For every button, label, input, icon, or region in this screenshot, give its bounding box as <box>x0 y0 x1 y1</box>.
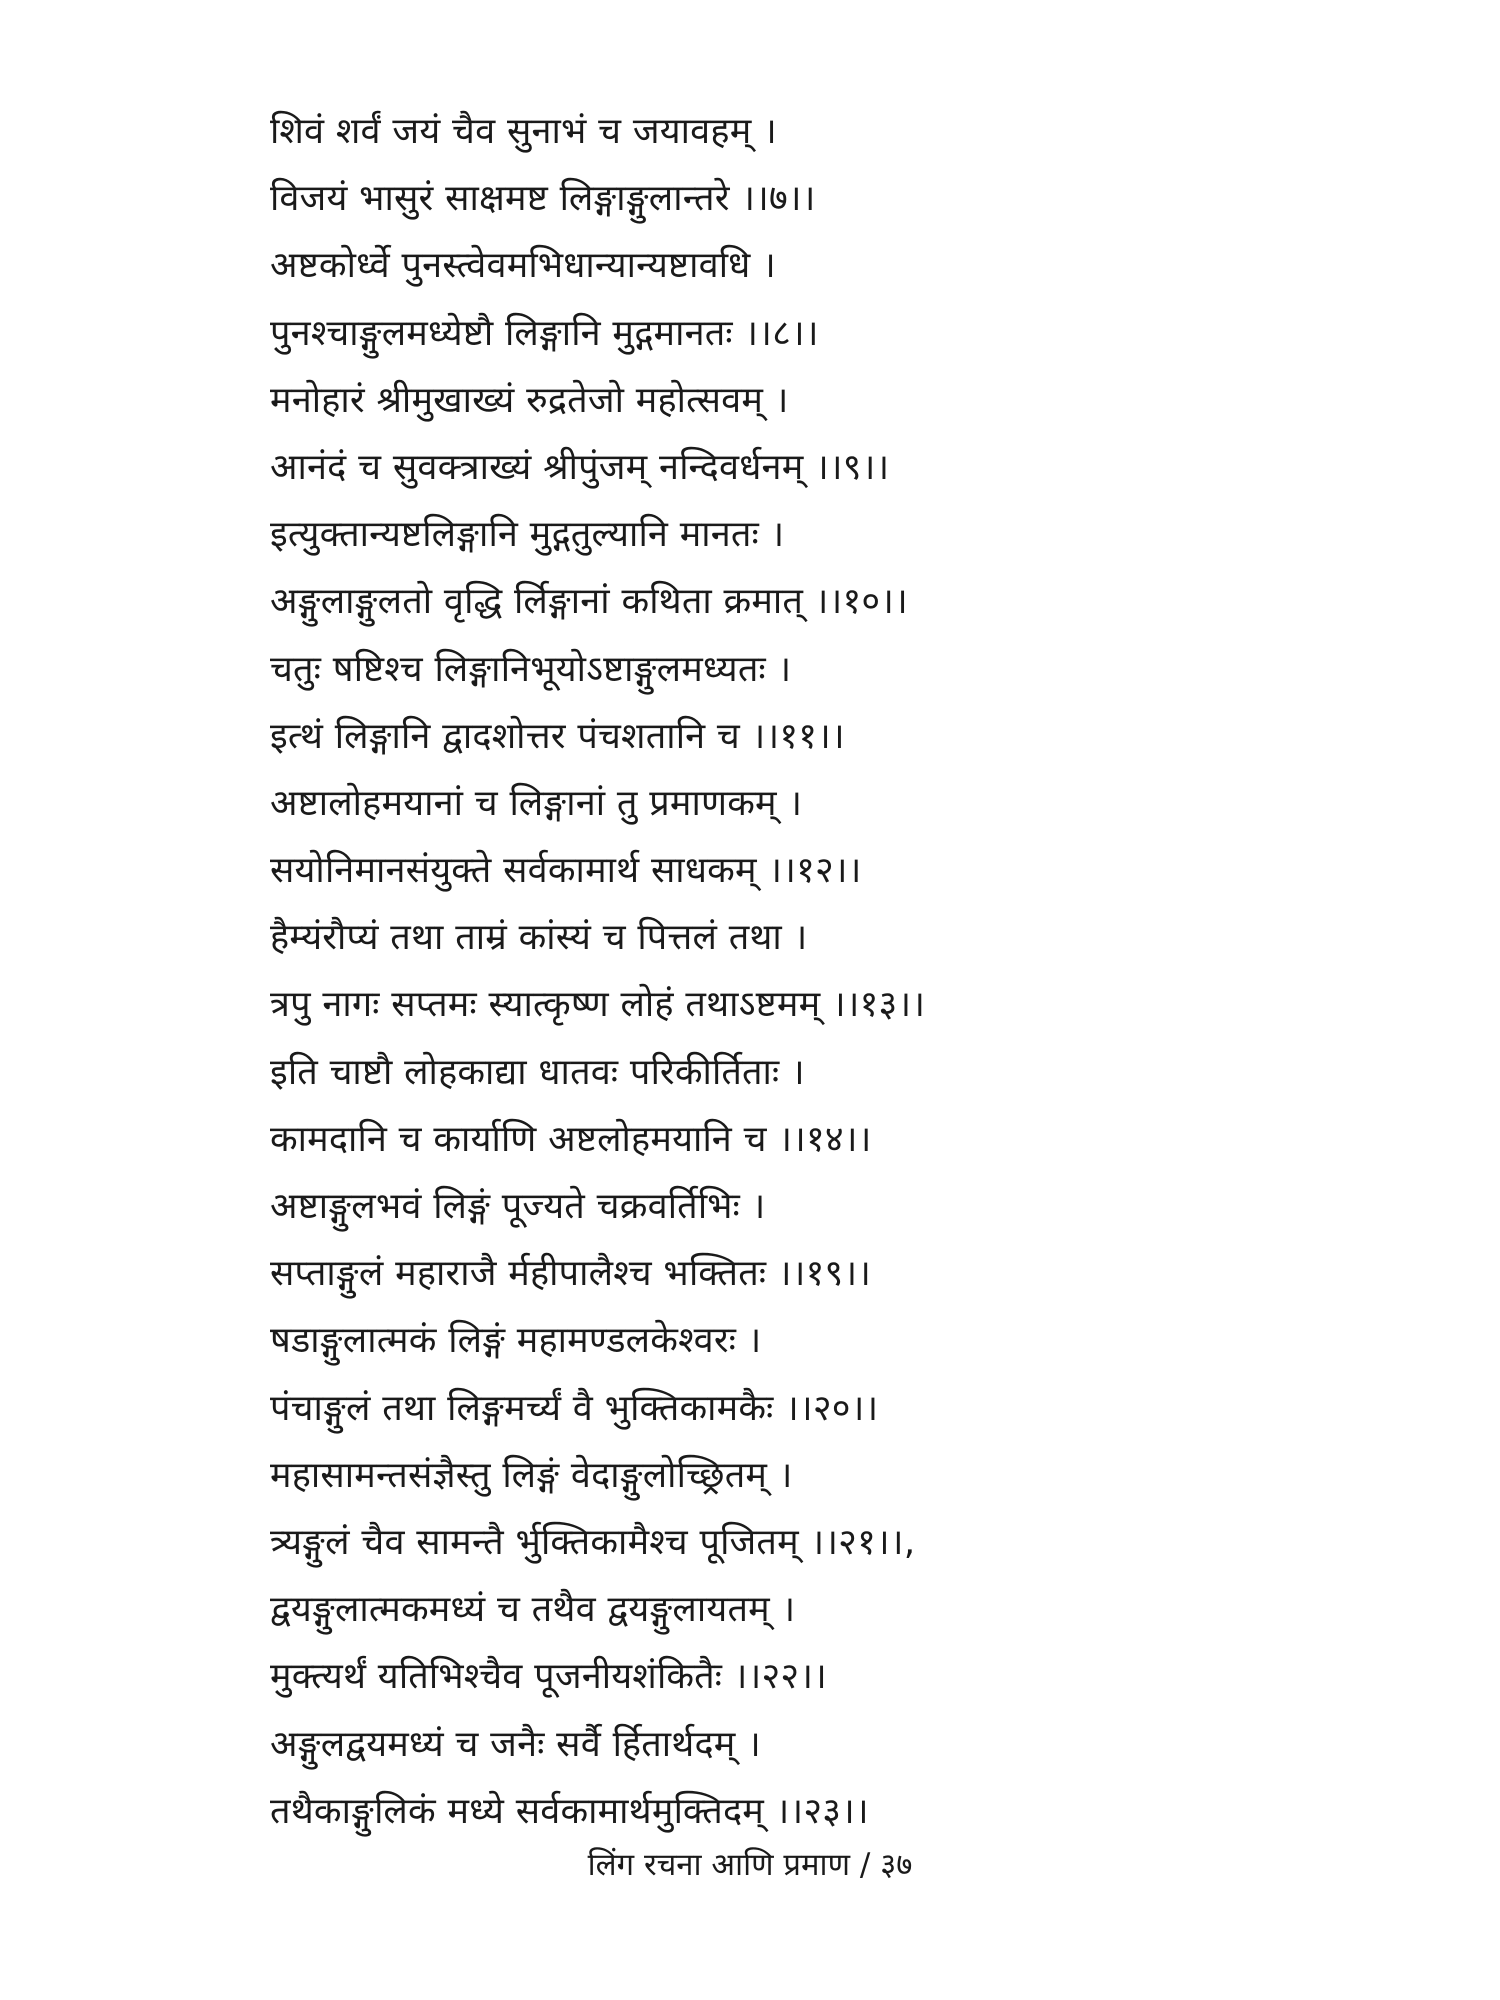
verse-line: कामदानि च कार्याणि अष्टलोहमयानि च ।।१४।। <box>270 1118 872 1160</box>
verse-line: त्रपु नागः सप्तमः स्यात्कृष्ण लोहं तथाऽष्टमम् ।।१३।। <box>270 984 926 1026</box>
verse-line: शिवं शर्वं जयं चैव सुनाभं च जयावहम् । <box>270 111 777 152</box>
verse-line: महासामन्तसंज्ञैस्तु लिङ्गं वेदाङ्गुलोच्छ्रितम् । <box>270 1454 793 1496</box>
verse-line: सप्ताङ्गुलं महाराजै र्महीपालैश्च भक्तितः ।।१९।। <box>270 1253 872 1295</box>
verse-line: द्वयङ्गुलात्मकमध्यं च तथैव द्वयङ्गुलायतम् । <box>270 1589 796 1631</box>
page-footer <box>0 1840 1500 1890</box>
verse-line: अष्टाङ्गुलभवं लिङ्गं पूज्यते चक्रवर्तिभिः । <box>270 1186 766 1227</box>
verse-line: त्र्यङ्गुलं चैव सामन्तै र्भुक्तिकामैश्च पूजितम् ।।२१।।, <box>270 1521 916 1563</box>
verse-line: मनोहारं श्रीमुखाख्यं रुद्रतेजो महोत्सवम् । <box>270 379 789 421</box>
verse-line: आनंदं च सुवक्त्राख्यं श्रीपुंजम् नन्दिवर्धनम् ।।९।। <box>270 446 890 488</box>
verse-line: हैम्यंरौप्यं तथा ताम्रं कांस्यं च पित्तलं तथा । <box>270 917 808 959</box>
verse-line: चतुः षष्टिश्च लिङ्गानिभूयोऽष्टाङ्गुलमध्यतः । <box>270 648 792 690</box>
verse-line: इत्युक्तान्यष्टलिङ्गानि मुद्गतुल्यानि मानतः । <box>270 514 785 556</box>
verse-line: पुनश्चाङ्गुलमध्येष्टौ लिङ्गानि मुद्गमानतः ।।८।। <box>270 312 819 354</box>
verse-line: अष्टालोहमयानां च लिङ्गानां तु प्रमाणकम् । <box>270 782 803 824</box>
verse-line: षडाङ्गुलात्मकं लिङ्गं महामण्डलकेश्वरः । <box>270 1320 762 1362</box>
running-title-and-page-number: लिंग रचना आणि प्रमाण / ३७ <box>587 1847 913 1883</box>
verse-line: तथैकाङ्गुलिकं मध्ये सर्वकामार्थमुक्तिदम् ।।२३।। <box>270 1790 869 1832</box>
verse-line: अष्टकोर्ध्वे पुनस्त्वेवमभिधान्यान्यष्टावधि । <box>270 245 776 287</box>
verse-line: अङ्गुलाङ्गुलतो वृद्धि र्लिङ्गानां कथिता क्रमात् ।।१०।। <box>270 581 908 623</box>
verse-line: पंचाङ्गुलं तथा लिङ्गमर्च्यं वै भुक्तिकामकैः ।।२०।। <box>270 1387 879 1429</box>
verse-line: सयोनिमानसंयुक्ते सर्वकामार्थ साधकम् ।।१२।। <box>270 850 862 892</box>
verse-line: मुक्त्यर्थं यतिभिश्चैव पूजनीयशंकितैः ।।२२।। <box>270 1656 828 1698</box>
verse-block <box>270 98 1450 1845</box>
verse-line: अङ्गुलद्वयमध्यं च जनैः सर्वै र्हितार्थदम् । <box>270 1723 761 1765</box>
verse-line: विजयं भासुरं साक्षमष्ट लिङ्गाङ्गुलान्तरे ।।७।। <box>270 178 816 220</box>
verse-line: इति चाष्टौ लोहकाद्या धातवः परिकीर्तिताः । <box>270 1051 805 1093</box>
verse-line: इत्थं लिङ्गानि द्वादशोत्तर पंचशतानि च ।।११।। <box>270 715 845 757</box>
